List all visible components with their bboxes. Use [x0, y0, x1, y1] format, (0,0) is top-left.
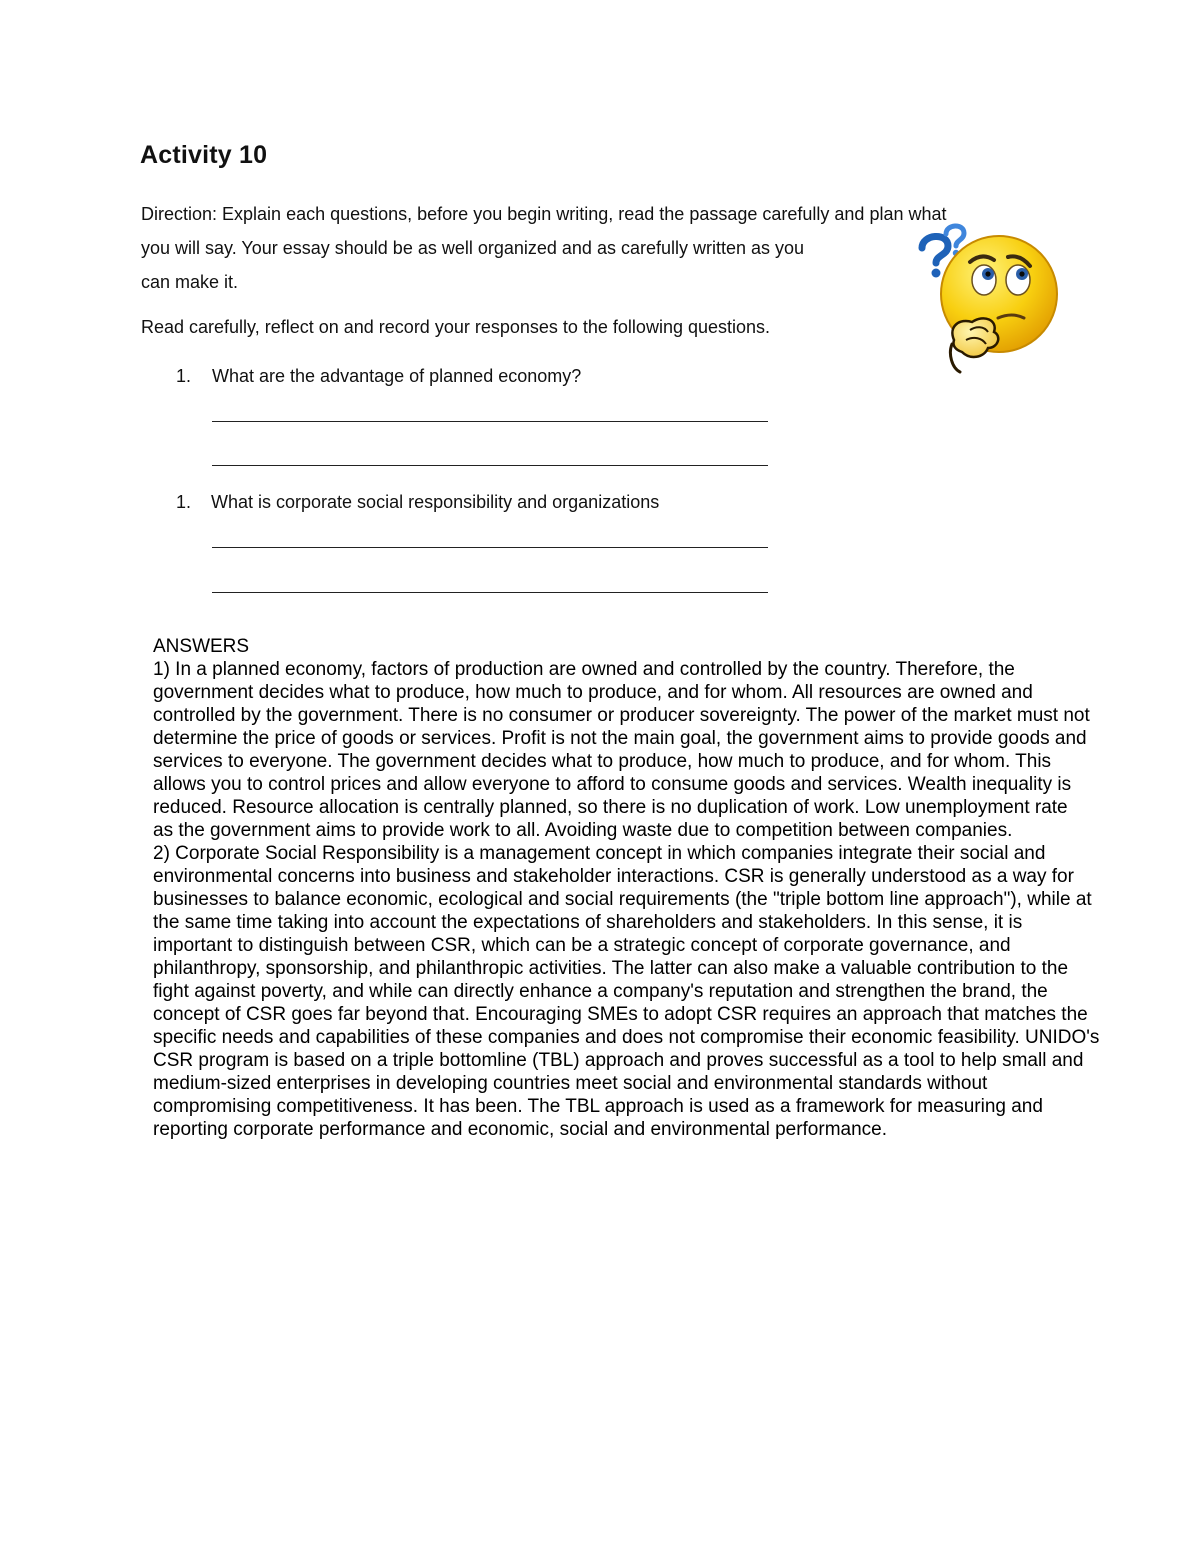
answers-section	[153, 635, 1193, 1141]
answer-text-line: CSR program is based on a triple bottomline (TBL) approach and proves successful as a tool to help small and	[153, 1050, 1084, 1071]
answer-text-line: environmental concerns into business and stakeholder interactions. CSR is generally understood as a way for	[153, 866, 1074, 887]
answer-text-line: philanthropy, sponsorship, and philanthropic activities. The latter can also make a valuable contribution to the	[153, 958, 1069, 979]
answer-text-line: compromising competitiveness. It has been. The TBL approach is used as a framework for measuring and	[153, 1096, 1043, 1117]
answers-heading: ANSWERS	[153, 636, 250, 657]
answer-text-line: 2) Corporate Social Responsibility is a management concept in which companies integrate their social and	[153, 843, 1046, 864]
direction-line: Direction: Explain each questions, before you begin writing, read the passage carefully and plan what	[141, 204, 947, 224]
answer-text-line: the same time taking into account the expectations of shareholders and stakeholders. In this sense, it is	[153, 912, 1023, 933]
question-text: What are the advantage of planned economy?	[212, 366, 582, 386]
answer-text-line: specific needs and capabilities of these companies and does not compromise their economic feasibility. UNIDO's	[153, 1027, 1100, 1048]
direction-line: can make it.	[141, 272, 239, 292]
answer-line	[212, 421, 768, 422]
answer-text-line: important to distinguish between CSR, which can be a strategic concept of corporate governance, and	[153, 935, 1011, 956]
answer-text-line: services to everyone. The government decides what to produce, how much to produce, and for whom. This	[153, 751, 1052, 772]
answer-text-line: government decides what to produce, how much to produce, and for whom. All resources are owned and	[153, 682, 1033, 703]
answer-line	[212, 547, 768, 548]
question-number: 1.	[176, 492, 192, 512]
thinking-face-icon	[912, 222, 1062, 374]
answer-text-line: businesses to balance economic, ecological and social requirements (the "triple bottom line approach"), while at	[153, 889, 1092, 910]
answer-text-line: 1) In a planned economy, factors of production are owned and controlled by the country. Therefore, the	[153, 659, 1015, 680]
answer-text-line: as the government aims to provide work to all. Avoiding waste due to competition between companies.	[153, 820, 1013, 841]
answer-text-line: fight against poverty, and while can directly enhance a company's reputation and strengthen the brand, the	[153, 981, 1048, 1002]
question-mark-icon	[922, 236, 948, 277]
answer-text-line: allows you to control prices and allow everyone to afford to consume goods and services. Wealth inequality is	[153, 774, 1072, 795]
answer-text-line: determine the price of goods or services. Profit is not the main goal, the government aims to provide goods and	[153, 728, 1087, 749]
answer-text-line: reporting corporate performance and economic, social and environmental performance.	[153, 1119, 888, 1140]
answer-text-line: medium-sized enterprises in developing countries meet social and environmental standards without	[153, 1073, 988, 1094]
answer-text-line: reduced. Resource allocation is centrally planned, so there is no duplication of work. Low unemployment rate	[153, 797, 1068, 818]
direction-line: you will say. Your essay should be as well organized and as carefully written as you	[141, 238, 805, 258]
question-number: 1.	[176, 366, 192, 386]
answer-text-line: controlled by the government. There is no consumer or producer sovereignty. The power of the market must not	[153, 705, 1090, 726]
question-text: What is corporate social responsibility and organizations	[211, 492, 660, 512]
direction-paragraph	[141, 197, 1041, 299]
instruction-text: Read carefully, reflect on and record your responses to the following questions.	[141, 317, 771, 337]
activity-title: Activity 10	[140, 141, 268, 169]
answer-line	[212, 465, 768, 466]
answer-text-line: concept of CSR goes far beyond that. Encouraging SMEs to adopt CSR requires an approach that matches the	[153, 1004, 1088, 1025]
answer-line	[212, 592, 768, 593]
